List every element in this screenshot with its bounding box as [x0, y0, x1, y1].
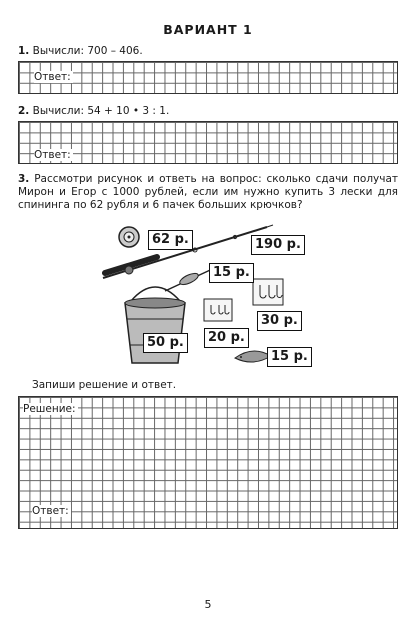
solution-grid[interactable] [18, 396, 398, 529]
price-tag-float: 15 р. [209, 263, 254, 283]
page-number: 5 [204, 598, 212, 611]
answer-grid-1[interactable] [18, 61, 398, 94]
task-2-number: 2. [18, 105, 30, 117]
solution-label: Решение: [23, 403, 76, 415]
fishing-illustration [85, 215, 325, 375]
answer-label-1: Ответ: [34, 71, 71, 83]
task-1-text: Вычисли: 700 – 406. [32, 45, 143, 57]
answer-label-3: Ответ: [32, 505, 69, 517]
task-1 [18, 45, 398, 58]
answer-label-2: Ответ: [34, 149, 71, 161]
big-hooks-pack-icon [253, 279, 283, 305]
task-3 [18, 173, 398, 212]
price-tag-small-hooks: 20 р. [204, 328, 249, 348]
price-tag-rod: 190 р. [251, 235, 305, 255]
page-title: ВАРИАНТ 1 [163, 22, 253, 37]
price-tag-reel: 62 р. [148, 230, 193, 250]
price-tag-big-hooks: 30 р. [257, 311, 302, 331]
task-2-text: Вычисли: 54 + 10 • 3 : 1. [32, 105, 170, 117]
answer-grid-2[interactable] [18, 121, 398, 164]
small-hooks-pack-icon [204, 299, 232, 321]
task-1-number: 1. [18, 45, 30, 57]
task-3-instruction: Запиши решение и ответ. [32, 379, 177, 391]
task-3-text: Рассмотри рисунок и ответь на вопрос: сколько сдачи получат Мирон и Егор с 1000 рублей, если им нужно купить 3 лески для спининга по 62 рубля и 6 пачек больших крючков? [18, 173, 399, 211]
price-tag-bucket: 50 р. [143, 333, 188, 353]
fishing-line-reel-icon [119, 227, 139, 247]
task-2 [18, 105, 398, 118]
price-tag-lure: 15 р. [267, 347, 312, 367]
task-3-number: 3. [18, 173, 30, 185]
